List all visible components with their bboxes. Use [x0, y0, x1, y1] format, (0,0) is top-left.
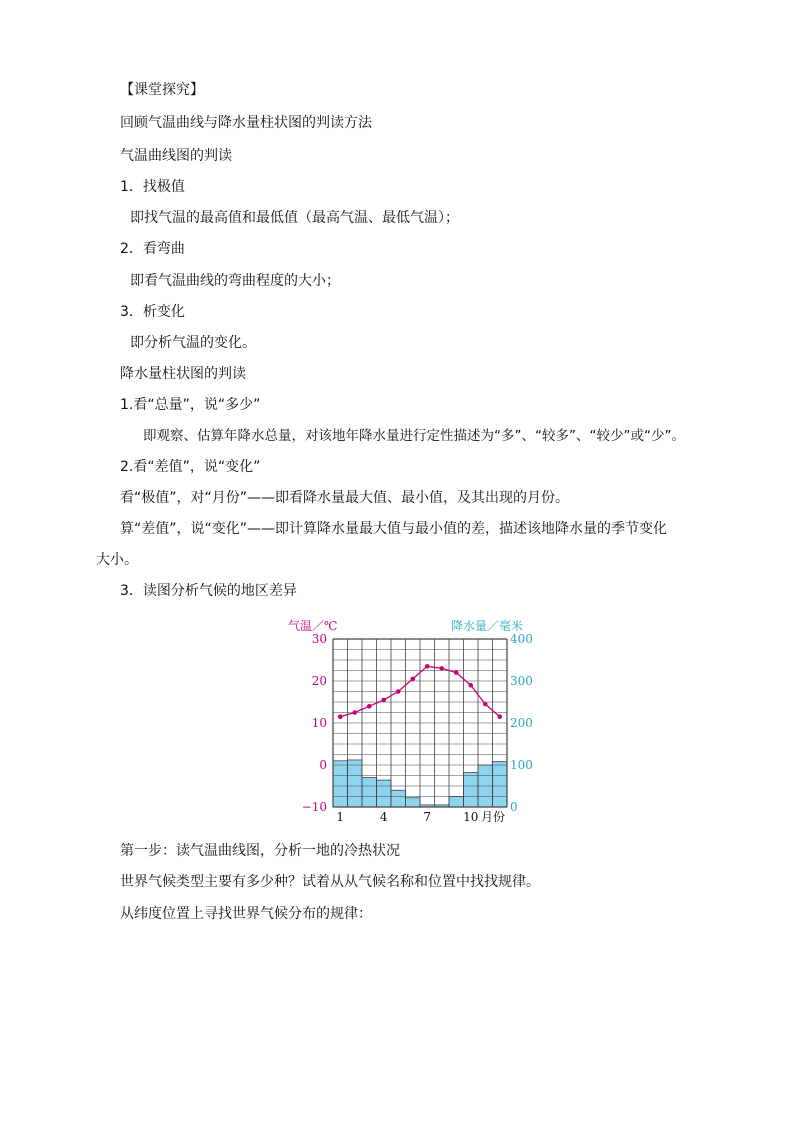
temp-point	[396, 689, 401, 694]
temp-point	[410, 677, 415, 682]
precip-step-2: 2.看“差值”，说“变化”	[120, 459, 261, 475]
precip-step-2-b-cont: 大小。	[96, 552, 138, 568]
section-heading: 【课堂探究】	[120, 82, 204, 98]
temp-point	[454, 670, 459, 675]
temp-point	[367, 704, 372, 709]
temp-point	[497, 714, 502, 719]
temp-tick-label: 10	[311, 716, 327, 730]
climate-chart-svg	[285, 614, 533, 829]
temp-section-title: 气温曲线图的判读	[120, 148, 232, 164]
precip-bar	[348, 760, 363, 807]
temp-axis-label: 气温／℃	[288, 619, 338, 633]
precip-section-title: 降水量柱状图的判读	[120, 366, 246, 382]
temp-step-3-desc: 即分析气温的变化。	[130, 335, 256, 351]
precip-step-2-a: 看“极值”，对“月份”——即看降水量最大值、最小值，及其出现的月份。	[120, 490, 570, 506]
precip-bar	[377, 780, 392, 807]
precip-tick-label: 0	[510, 800, 518, 814]
precip-tick-label: 400	[510, 632, 533, 646]
month-tick-label: 10	[463, 810, 479, 824]
precip-tick-label: 200	[510, 716, 533, 730]
precip-axis-label: 降水量／毫米	[451, 619, 524, 633]
precip-bar	[493, 762, 508, 807]
latitude-rule-text: 从纬度位置上寻找世界气候分布的规律：	[120, 906, 372, 922]
precip-step-3: 3．读图分析气候的地区差异	[120, 583, 297, 599]
precip-bar	[391, 790, 406, 807]
temp-step-1: 1．找极值	[120, 179, 185, 195]
precip-step-2-b: 算“差值”，说“变化”——即计算降水量最大值与最小值的差，描述该地降水量的季节变化	[120, 521, 668, 537]
temp-tick-label: −10	[301, 800, 327, 814]
temp-point	[483, 702, 488, 707]
temp-step-2: 2．看弯曲	[120, 241, 185, 257]
month-tick-label: 4	[379, 810, 388, 824]
temp-point	[468, 683, 473, 688]
precip-step-1-desc: 即观察、估算年降水总量，对该地年降水量进行定性描述为“多”、“较多”、“较少”或“少”。	[143, 428, 685, 444]
intro-text: 回顾气温曲线与降水量柱状图的判读方法	[120, 115, 372, 131]
temp-tick-label: 20	[311, 674, 327, 688]
month-tick-label: 7	[423, 810, 432, 824]
temp-step-3: 3．析变化	[120, 304, 185, 320]
precip-tick-label: 100	[510, 758, 533, 772]
temp-point	[381, 698, 386, 703]
climate-chart	[285, 614, 533, 829]
temp-point	[338, 714, 343, 719]
temp-point	[352, 710, 357, 715]
month-tick-label: 1	[336, 810, 345, 824]
temp-step-1-desc: 即找气温的最高值和最低值（最高气温、最低气温）；	[130, 210, 459, 226]
precip-tick-label: 300	[510, 674, 533, 688]
temp-tick-label: 0	[319, 758, 327, 772]
temp-point	[439, 666, 444, 671]
precip-step-1: 1.看“总量”，说“多少”	[120, 397, 261, 413]
precip-bar	[406, 798, 421, 807]
temp-tick-label: 30	[311, 632, 327, 646]
precip-bar	[449, 797, 464, 808]
question-text: 世界气候类型主要有多少种？试着从从气候名称和位置中找找规律。	[120, 874, 540, 890]
step-one-text: 第一步：读气温曲线图，分析一地的冷热状况	[120, 843, 400, 859]
month-axis-unit: 月份	[480, 810, 505, 824]
precip-bar	[362, 778, 377, 807]
precip-bar	[333, 761, 348, 807]
temp-point	[425, 664, 430, 669]
precip-bar	[464, 773, 479, 807]
temp-step-2-desc: 即看气温曲线的弯曲程度的大小；	[130, 273, 340, 289]
